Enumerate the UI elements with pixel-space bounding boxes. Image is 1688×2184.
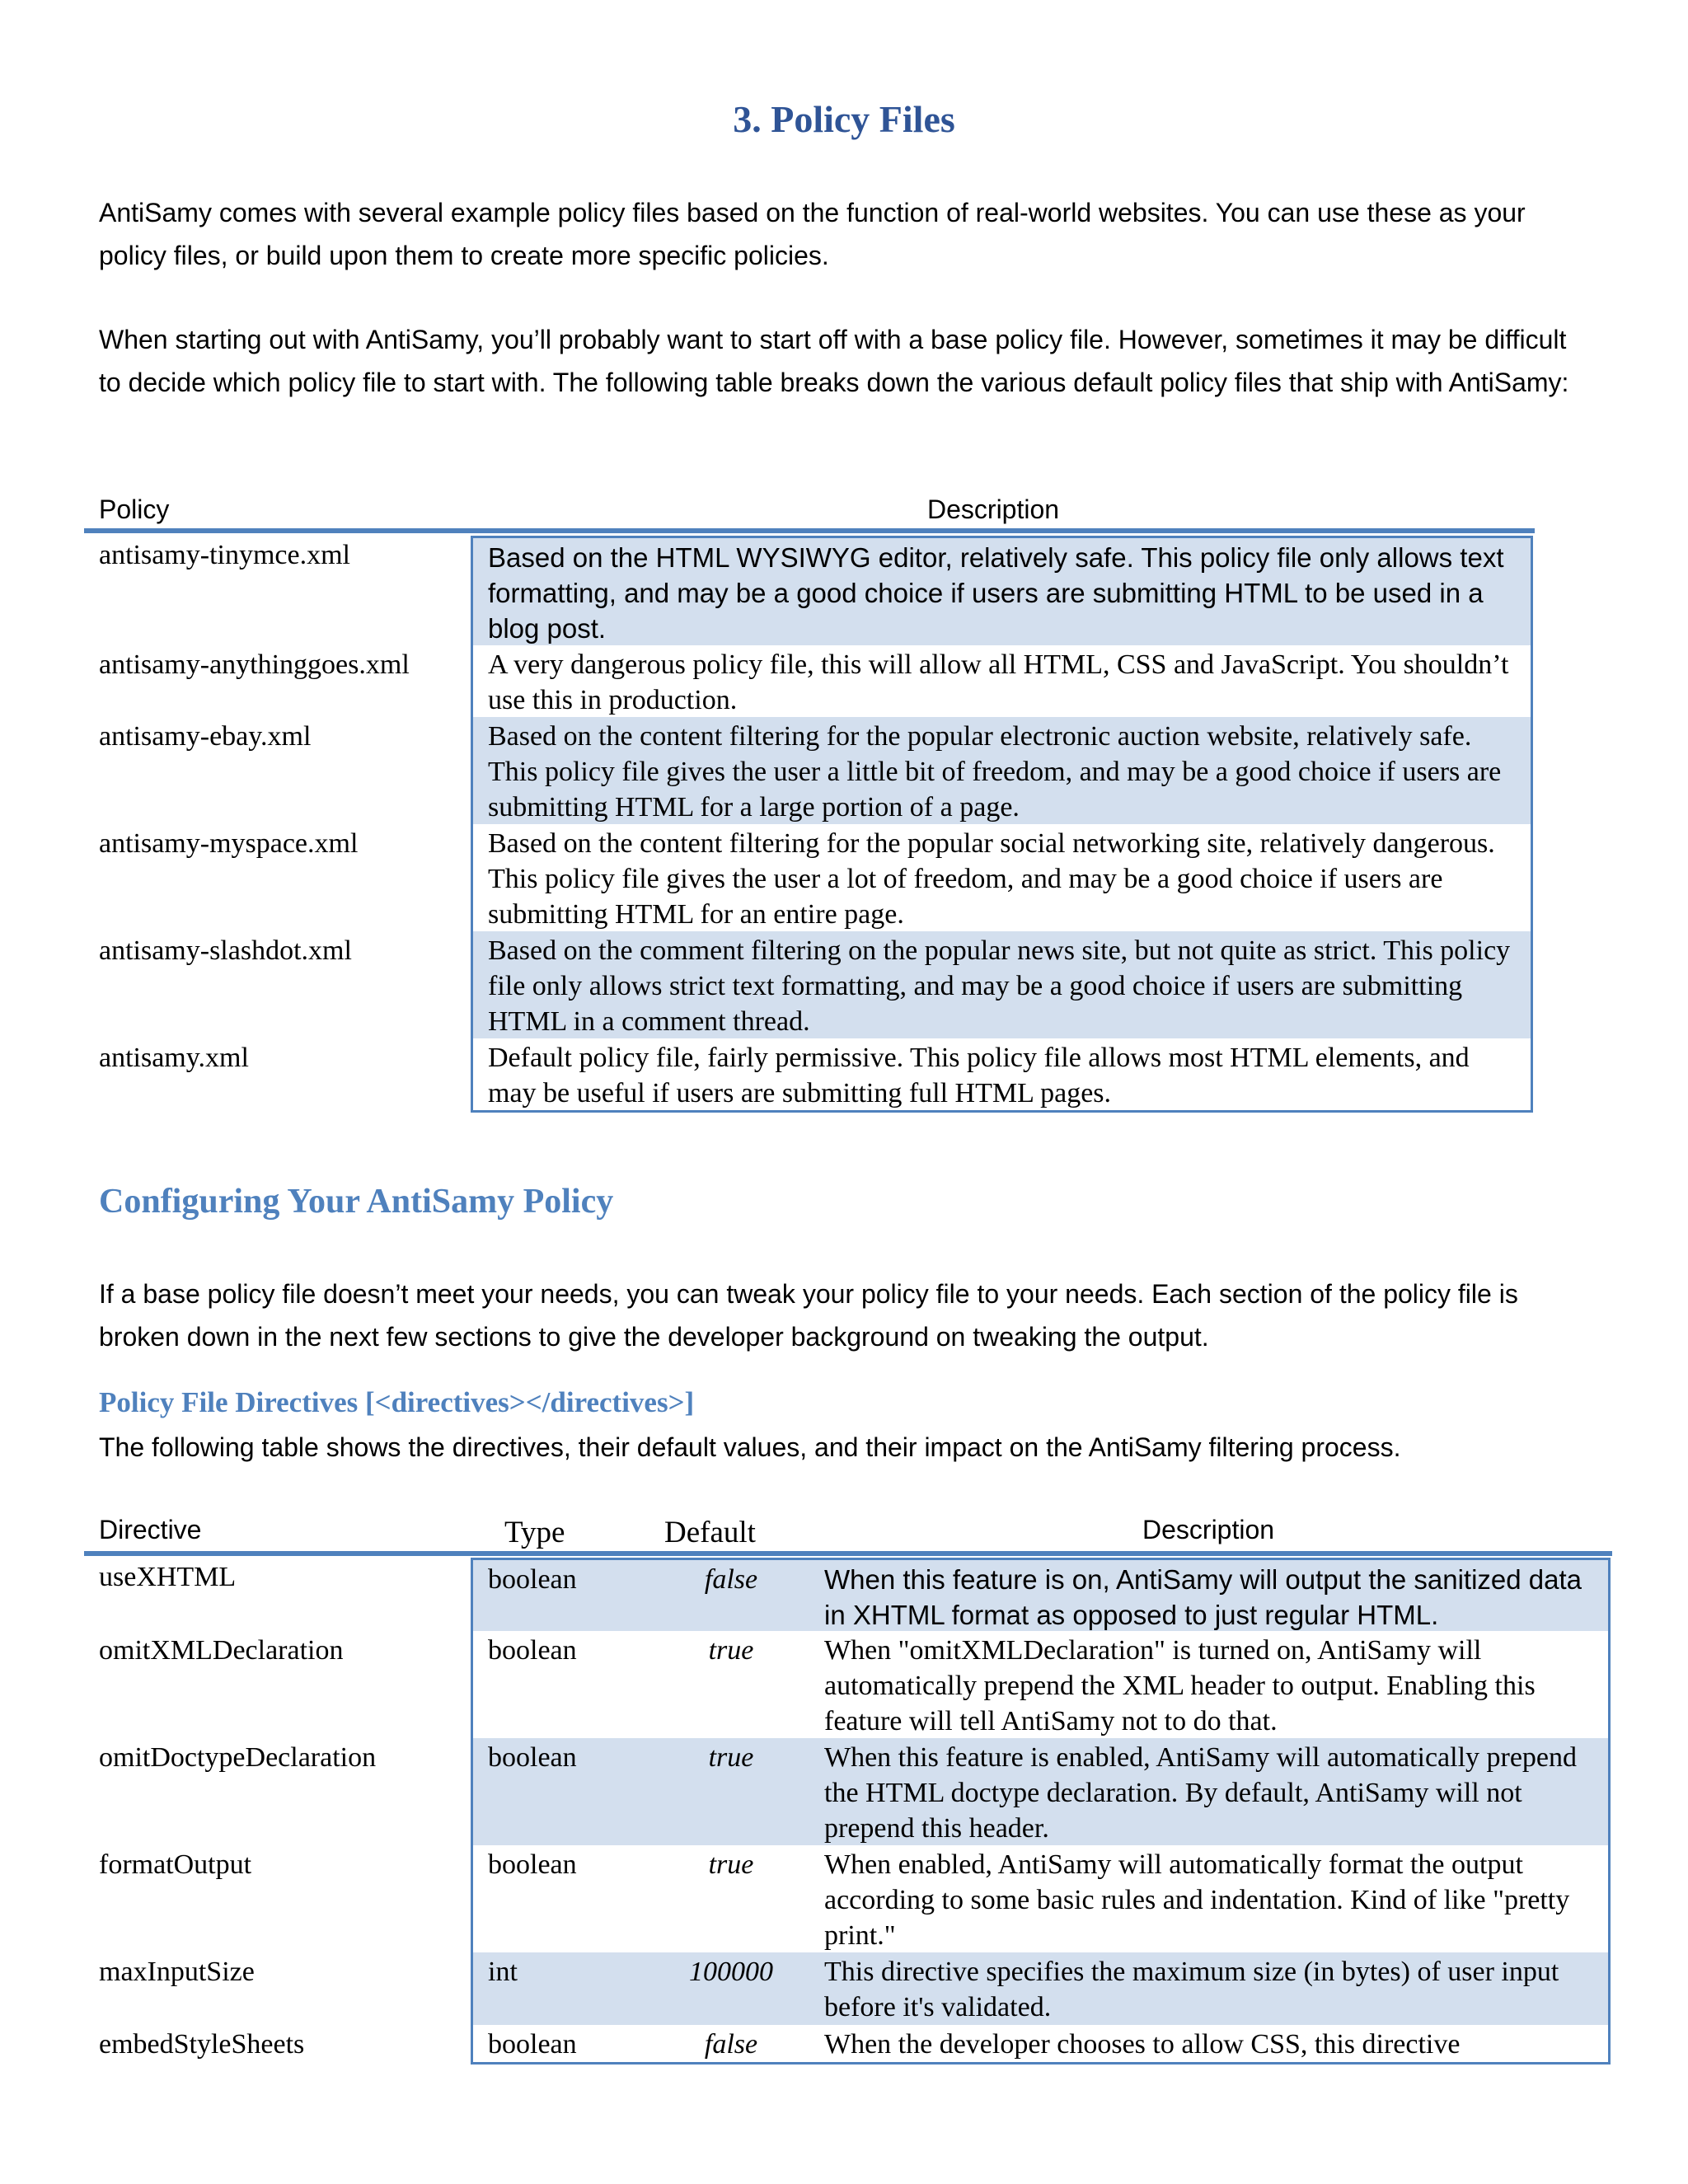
directive-description: When enabled, AntiSamy will automatically format the output according to some basic rules and indentation. Kind of like "pretty print." <box>824 1849 1570 1951</box>
table-row <box>99 824 1533 931</box>
policy-description: A very dangerous policy file, this will allow all HTML, CSS and JavaScript. You shouldn’t use this in production. <box>471 645 1533 717</box>
directive-name: maxInputSize <box>99 1957 255 1987</box>
config-paragraph: If a base policy file doesn’t meet your needs, you can tweak your policy file to your needs. Each section of the policy file is broken down in the next few sections to give the developer background on tweaking the output. <box>99 1279 1518 1352</box>
table-row <box>99 1631 1611 1738</box>
directive-cells <box>471 1952 1611 2025</box>
table-row <box>99 1952 1611 2025</box>
directive-cells <box>471 2025 1611 2064</box>
directive-default: false <box>704 1564 758 1595</box>
directive-cells <box>471 1738 1611 1845</box>
directives-table <box>99 1558 1611 2064</box>
directive-cells <box>471 1558 1611 1631</box>
directive-cells <box>471 1631 1611 1738</box>
policy-name: antisamy-myspace.xml <box>99 828 359 859</box>
table-row <box>99 1845 1611 1952</box>
directives-table-header-rule <box>84 1551 1612 1556</box>
directive-name: omitDoctypeDeclaration <box>99 1742 377 1773</box>
directive-type: boolean <box>488 1849 577 1880</box>
policy-table <box>99 536 1533 1113</box>
directive-type: int <box>488 1957 518 1987</box>
directive-default: 100000 <box>689 1957 773 1987</box>
directive-description: When "omitXMLDeclaration" is turned on, AntiSamy will automatically prepend the XML header to output. Enabling this feature will tell AntiSamy not to do that. <box>824 1635 1536 1736</box>
directive-description: When this feature is enabled, AntiSamy will automatically prepend the HTML doctype declaration. By default, AntiSamy will not prepend this header. <box>824 1742 1578 1844</box>
directive-name: formatOutput <box>99 1849 252 1880</box>
config-heading: Configuring Your AntiSamy Policy <box>99 1183 614 1221</box>
directive-type: boolean <box>488 1564 577 1595</box>
directive-default: false <box>704 2029 758 2060</box>
table-row <box>99 536 1533 645</box>
policy-description: Default policy file, fairly permissive. This policy file allows most HTML elements, and may be useful if users are submitting full HTML pages. <box>471 1038 1533 1113</box>
intro-paragraph-2: When starting out with AntiSamy, you’ll probably want to start off with a base policy file. However, sometimes it may be difficult to decide which policy file to start with. The following table breaks down the various default policy files that ship with AntiSamy: <box>99 325 1569 397</box>
directive-description: When the developer chooses to allow CSS, this directive <box>824 2029 1461 2060</box>
directive-name: useXHTML <box>99 1562 237 1592</box>
table-row <box>99 645 1533 717</box>
directive-type: boolean <box>488 2029 577 2060</box>
table-row <box>99 1558 1611 1631</box>
policy-name: antisamy-anythinggoes.xml <box>99 649 410 680</box>
directive-default: true <box>708 1635 754 1666</box>
section-title: 3. Policy Files <box>733 98 955 140</box>
table-row <box>99 2025 1611 2064</box>
table-row <box>99 931 1533 1038</box>
directive-default: true <box>708 1849 754 1880</box>
policy-name: antisamy-slashdot.xml <box>99 935 352 966</box>
table-row <box>99 717 1533 824</box>
directives-heading: Policy File Directives [<directives></directives>] <box>99 1386 695 1418</box>
directives-intro: The following table shows the directives, their default values, and their impact on the AntiSamy filtering process. <box>99 1432 1401 1462</box>
description-column-header: Description <box>1142 1515 1275 1544</box>
policy-column-header: Policy <box>99 494 170 524</box>
type-column-header: Type <box>504 1516 565 1549</box>
policy-table-header-rule <box>84 528 1535 533</box>
directive-column-header: Directive <box>99 1515 202 1544</box>
directive-type: boolean <box>488 1742 577 1773</box>
table-row <box>99 1738 1611 1845</box>
directive-name: omitXMLDeclaration <box>99 1635 344 1666</box>
policy-description: Based on the content filtering for the popular social networking site, relatively dangerous. This policy file gives the user a lot of freedom, and may be a good choice if users are submitting HTML for an entire page. <box>471 824 1533 931</box>
directive-default: true <box>708 1742 754 1773</box>
policy-name: antisamy-tinymce.xml <box>99 540 350 570</box>
description-column-header: Description <box>927 494 1060 524</box>
policy-description: Based on the comment filtering on the popular news site, but not quite as strict. This policy file only allows strict text formatting, and may be a good choice if users are submitting HTML in a comment thread. <box>471 931 1533 1038</box>
directive-type: boolean <box>488 1635 577 1666</box>
directive-description: This directive specifies the maximum size (in bytes) of user input before it's validated. <box>824 1957 1559 2022</box>
policy-name: antisamy-ebay.xml <box>99 721 312 752</box>
directive-name: embedStyleSheets <box>99 2029 305 2060</box>
table-row <box>99 1038 1533 1113</box>
directive-description: When this feature is on, AntiSamy will output the sanitized data in XHTML format as opposed to just regular HTML. <box>824 1564 1582 1630</box>
intro-paragraph-1: AntiSamy comes with several example policy files based on the function of real-world websites. You can use these as your policy files, or build upon them to create more specific policies. <box>99 198 1526 270</box>
default-column-header: Default <box>664 1516 756 1549</box>
directive-cells <box>471 1845 1611 1952</box>
policy-description: Based on the content filtering for the popular electronic auction website, relatively safe. This policy file gives the user a little bit of freedom, and may be a good choice if users are submitting HTML for a large portion of a page. <box>471 717 1533 824</box>
policy-name: antisamy.xml <box>99 1043 249 1073</box>
policy-description: Based on the HTML WYSIWYG editor, relatively safe. This policy file only allows text formatting, and may be a good choice if users are submitting HTML to be used in a blog post. <box>471 536 1533 645</box>
